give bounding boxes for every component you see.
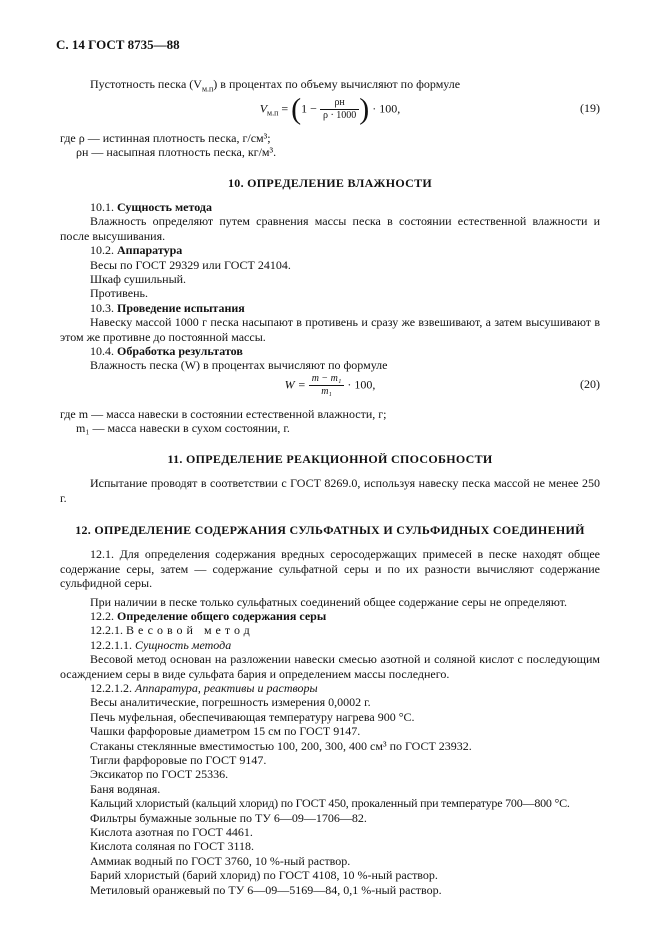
- formula-number: (20): [580, 376, 600, 391]
- formula-number: (19): [580, 100, 600, 115]
- list-item: Весы по ГОСТ 29329 или ГОСТ 24104.: [90, 257, 291, 272]
- document-body: Пустотность песка $(V_{м.п})$ в процентах по объему вычисляют по формуле $V_{м.п} = (1$ − $\frac{\rho н}{\rho \cdot 1000}$ ) · 100, (19) где ρ — истинная плотность песка, г/см³; ρн — насыпная плотность песка, кг/м³. 10. ОПРЕДЕЛЕНИЕ ВЛАЖНОСТИ 10.1. Сущность метода Влажность определяют путем сравнения массы песка в состоянии естественной влажности и после высушивания. 10.2. Аппаратура Весы по ГОСТ 29329 или ГОСТ 24104. Шкаф сушильный. Противень. 10.3. Проведение испытания Навеску массой 1000 г песка насыпают в противень и сразу же взвешивают, а затем высушивают в этом же противне до постоянной массы. 10.4. Обработка результатов Влажность песка (W) в процентах вычисляют по формуле W = $\frac{\text{m − m₁}}{\text{m₁}}$ · 100, (20) где m — масса навески в состоянии естественной влажности, г; m₁ — масса навески в сухом состоянии, г. 11. ОПРЕДЕЛЕНИЕ РЕАКЦИОННОЙ СПОСОБНОСТИ Испытание проводят в соответствии с ГОСТ 8269.0, используя навеску песка массой не менее 250 г. 12. ОПРЕДЕЛЕНИЕ СОДЕРЖАНИЯ СУЛЬФАТНЫХ И СУЛЬФИДНЫХ СОЕДИНЕНИЙ 12.1. Для определения содержания вредных серосодержащих примесей в песке находят общее содержание серы, затем — содержание сульфатной серы и по их разности вычисляют содержание сульфидной серы. При наличии в песке только сульфатных соединений общее содержание серы не определяют. 12.2. Определение общего содержания серы 12.2.1. Весовой метод 12.2.1.1. Сущность метода Весовой метод основан на разложении навески смесью азотной и соляной кислот с последующим осаждением серы в виде сульфата бария и определением массы последнего. 12.2.1.2. Аппаратура, реактивы и растворы Весы аналитические, погрешность измерения 0,0002 г. Печь муфельная, обеспечивающая температуру нагрева 900 °С. Чашки фарфоровые диаметром 15 см по ГОСТ 9147. Стаканы стеклянные вместимостью 100, 200, 300, 400 см³ по ГОСТ 23932. Тигли фарфоровые по ГОСТ 9147. Эксикатор по ГОСТ 25336. Баня водяная. Кальций хлористый (кальций хлорид) по ГОСТ 450, прокаленный при температуре 700—800 °С. Фильтры бумажные зольные по ТУ 6—09—1706—82. Кислота азотная по ГОСТ 4461. Кислота соляная по ГОСТ 3118. Аммиак водный по ГОСТ 3760, 10 %-ный раствор. Барий хлористый (барий хлорид) по ГОСТ 4108, 10 %-ный раствор. Метиловый оранжевый по ТУ 6—09—5169—84, 0,1 %-ный раствор.: [60, 77, 600, 897]
- list-item: Кислота соляная по ГОСТ 3118.: [90, 839, 255, 854]
- where-line: m₁ — масса навески в сухом состоянии, г.: [76, 421, 290, 436]
- list-item: Кислота азотная по ГОСТ 4461.: [90, 825, 253, 840]
- paragraph: 12.1. Для определения содержания вредных серосодержащих примесей в песке находят общее содержание серы, затем — содержание сульфатной серы и по их разности вычисляют содержание сульфидной серы.: [60, 547, 600, 591]
- list-item: Кальций хлористый (кальций хлорид) по ГОСТ 450, прокаленный при температуре 700—800 °С.: [90, 796, 570, 811]
- list-item: Эксикатор по ГОСТ 25336.: [90, 767, 229, 782]
- where-line: где ρ — истинная плотность песка, г/см³;: [60, 130, 271, 145]
- list-item: Тигли фарфоровые по ГОСТ 9147.: [90, 753, 267, 768]
- list-item: Печь муфельная, обеспечивающая температуру нагрева 900 °С.: [90, 709, 415, 724]
- paragraph: Навеску массой 1000 г песка насыпают в противень и сразу же взвешивают, а затем высушивают в этом же противне до постоянной массы.: [60, 315, 600, 344]
- list-item: Барий хлористый (барий хлорид) по ГОСТ 4108, 10 %-ный раствор.: [90, 868, 438, 883]
- section-heading: 12. ОПРЕДЕЛЕНИЕ СОДЕРЖАНИЯ СУЛЬФАТНЫХ И СУЛЬФИДНЫХ СОЕДИНЕНИЙ: [75, 522, 585, 537]
- page-header: С. 14 ГОСТ 8735—88: [56, 37, 180, 52]
- list-item: Метиловый оранжевый по ТУ 6—09—5169—84, 0,1 %-ный раствор.: [90, 882, 442, 897]
- paragraph: Влажность определяют путем сравнения массы песка в состоянии естественной влажности и после высушивания.: [60, 214, 600, 243]
- list-item: Противень.: [90, 286, 148, 301]
- list-item: Чашки фарфоровые диаметром 15 см по ГОСТ 9147.: [90, 724, 361, 739]
- list-item: Фильтры бумажные зольные по ТУ 6—09—1706—82.: [90, 810, 367, 825]
- formula-20: W = $\frac{\text{m − m₁}}{\text{m₁}}$ · 100, (20): [284, 372, 600, 397]
- paragraph: Пустотность песка $(V_{м.п})$ в процентах по объему вычисляют по формуле: [90, 77, 461, 94]
- section-heading: 11. ОПРЕДЕЛЕНИЕ РЕАКЦИОННОЙ СПОСОБНОСТИ: [167, 451, 493, 466]
- list-item: Баня водяная.: [90, 781, 161, 796]
- paragraph: Испытание проводят в соответствии с ГОСТ 8269.0, используя навеску песка массой не менее 250 г.: [60, 476, 600, 505]
- section-heading: 10. ОПРЕДЕЛЕНИЕ ВЛАЖНОСТИ: [227, 175, 433, 190]
- list-item: Стаканы стеклянные вместимостью 100, 200, 300, 400 см³ по ГОСТ 23932.: [90, 738, 472, 753]
- list-item: Шкаф сушильный.: [90, 272, 187, 287]
- list-item: Аммиак водный по ГОСТ 3760, 10 %-ный раствор.: [90, 853, 351, 868]
- paragraph: При наличии в песке только сульфатных соединений общее содержание серы не определяют.: [90, 594, 568, 609]
- paragraph: Влажность песка (W) в процентах вычисляют по формуле: [90, 358, 388, 373]
- formula-19: $V_{м.п} = (1$ − $\frac{\rho н}{\rho \cdot 1000}$ ) · 100, (19): [259, 92, 600, 126]
- where-line: где m — масса навески в состоянии естественной влажности, г;: [60, 406, 387, 421]
- list-item: Весы аналитические, погрешность измерения 0,0002 г.: [90, 695, 371, 710]
- paragraph: Весовой метод основан на разложении навески смесью азотной и соляной кислот с последующим осаждением серы в виде сульфата бария и определением массы последнего.: [60, 652, 600, 681]
- where-line: ρн — насыпная плотность песка, кг/м³.: [76, 145, 277, 160]
- reagent-list: [60, 695, 600, 897]
